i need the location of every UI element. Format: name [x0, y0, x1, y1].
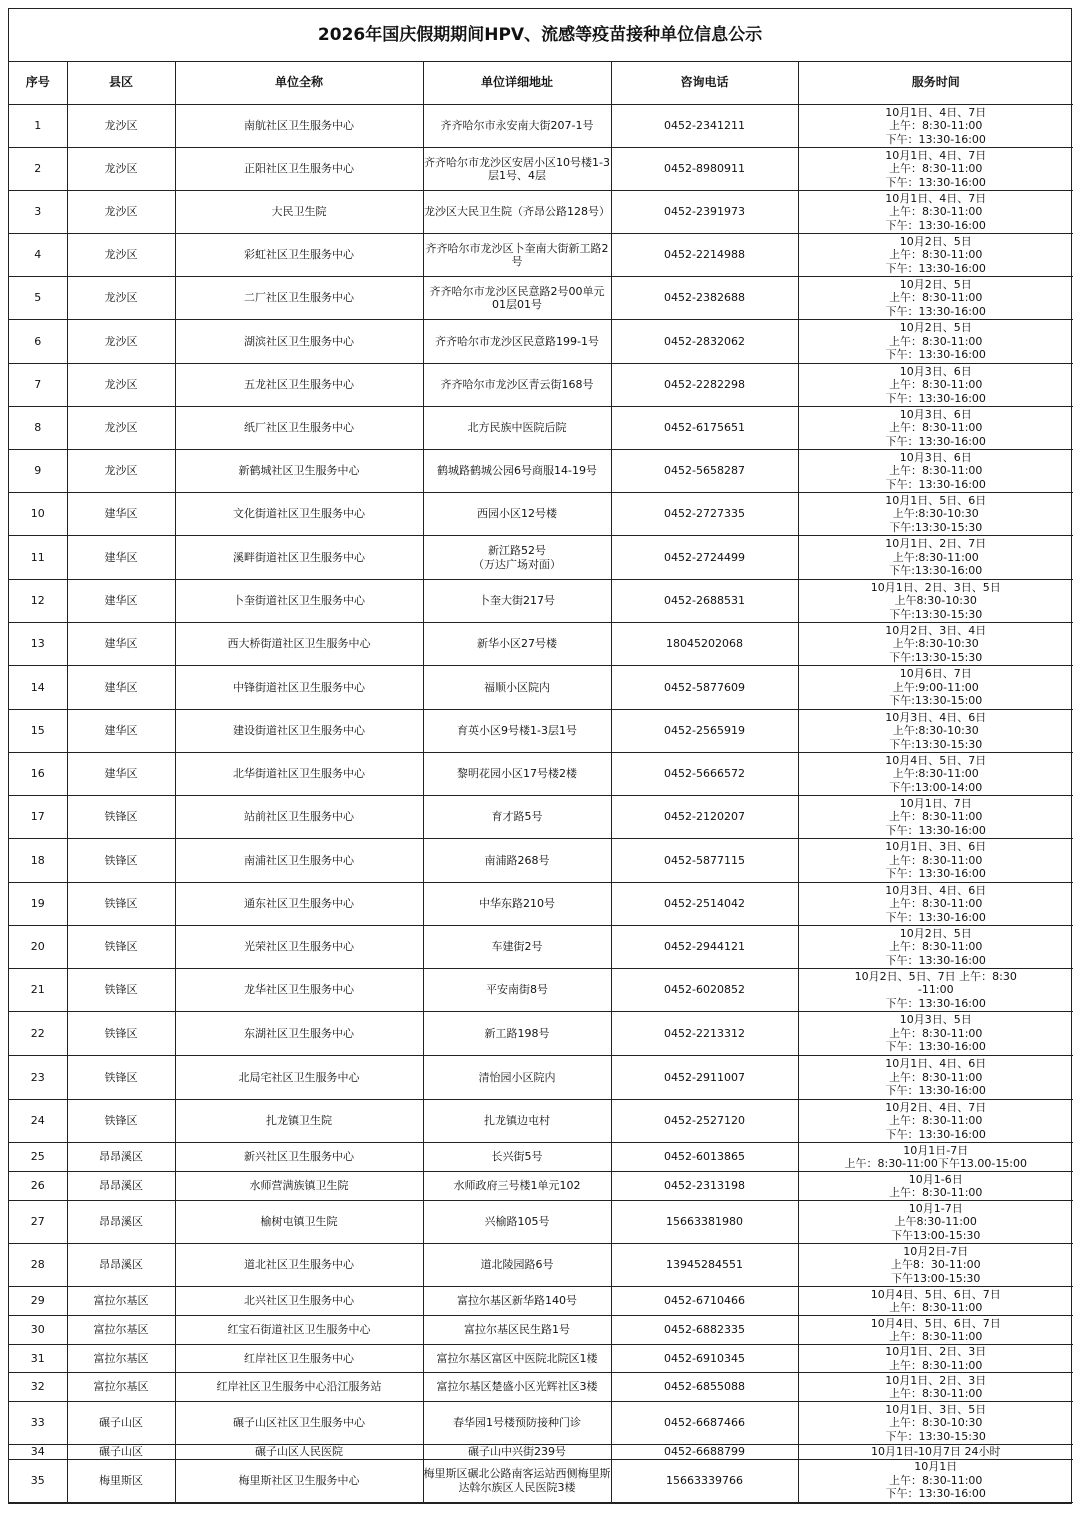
cell-service-hours: 10月4日、5日、6日、7日 上午：8:30-11:00	[798, 1287, 1073, 1316]
cell-address: 富拉尔基区楚盛小区光辉社区3楼	[423, 1373, 611, 1402]
table-row	[9, 883, 1073, 926]
cell-address: 齐齐哈尔市龙沙区青云街168号	[423, 364, 611, 407]
cell-service-hours: 10月2日、4日、7日 上午：8:30-11:00 下午：13:30-16:00	[798, 1100, 1073, 1143]
cell-service-hours: 10月1日、4日、6日 上午：8:30-11:00 下午：13:30-16:00	[798, 1056, 1073, 1100]
header-index: 序号	[9, 62, 67, 105]
table-row	[9, 493, 1073, 536]
cell-unit-name: 道北社区卫生服务中心	[175, 1244, 423, 1287]
cell-service-hours: 10月1日、4日、7日 上午：8:30-11:00 下午：13:30-16:00	[798, 191, 1073, 234]
cell-phone: 0452-2832062	[611, 320, 798, 364]
cell-service-hours: 10月1日、2日、7日 上午:8:30-11:00 下午:13:30-16:00	[798, 536, 1073, 580]
cell-phone: 0452-2565919	[611, 710, 798, 753]
cell-index: 35	[9, 1459, 67, 1502]
vaccination-sites-table	[9, 62, 1073, 1503]
cell-unit-name: 梅里斯社区卫生服务中心	[175, 1459, 423, 1502]
cell-index: 21	[9, 969, 67, 1012]
header-address: 单位详细地址	[423, 62, 611, 105]
cell-index: 10	[9, 493, 67, 536]
cell-index: 28	[9, 1244, 67, 1287]
cell-index: 11	[9, 536, 67, 580]
cell-address: 齐齐哈尔市龙沙区民意路199-1号	[423, 320, 611, 364]
cell-service-hours: 10月1日、2日、3日 上午：8:30-11:00	[798, 1345, 1073, 1373]
table-row	[9, 277, 1073, 320]
cell-index: 15	[9, 710, 67, 753]
cell-district: 建华区	[67, 536, 175, 580]
cell-phone: 0452-2214988	[611, 234, 798, 277]
cell-index: 1	[9, 105, 67, 148]
cell-phone: 0452-2724499	[611, 536, 798, 580]
cell-service-hours: 10月1日、2日、3日、5日 上午8:30-10:30 下午:13:30-15:30	[798, 580, 1073, 623]
header-phone: 咨询电话	[611, 62, 798, 105]
cell-district: 碾子山区	[67, 1445, 175, 1460]
cell-district: 龙沙区	[67, 191, 175, 234]
cell-address: 富拉尔基区富区中医院北院区1楼	[423, 1345, 611, 1373]
cell-phone: 0452-2527120	[611, 1100, 798, 1143]
cell-district: 铁锋区	[67, 883, 175, 926]
table-row	[9, 191, 1073, 234]
table-row	[9, 364, 1073, 407]
table-row	[9, 710, 1073, 753]
table-row	[9, 450, 1073, 493]
cell-address: 富拉尔基区新华路140号	[423, 1287, 611, 1316]
cell-phone: 0452-6687466	[611, 1402, 798, 1445]
cell-unit-name: 龙华社区卫生服务中心	[175, 969, 423, 1012]
table-body	[9, 105, 1073, 1503]
cell-district: 碾子山区	[67, 1402, 175, 1445]
cell-phone: 0452-2213312	[611, 1012, 798, 1056]
cell-district: 铁锋区	[67, 839, 175, 883]
table-row	[9, 1445, 1073, 1460]
cell-address: 春华园1号楼预防接种门诊	[423, 1402, 611, 1445]
cell-address: 水师政府三号楼1单元102	[423, 1172, 611, 1201]
cell-address: 齐齐哈尔市龙沙区民意路2号00单元01层01号	[423, 277, 611, 320]
cell-unit-name: 通东社区卫生服务中心	[175, 883, 423, 926]
header-district: 县区	[67, 62, 175, 105]
cell-phone: 0452-2514042	[611, 883, 798, 926]
table-row	[9, 1201, 1073, 1244]
cell-index: 4	[9, 234, 67, 277]
cell-phone: 0452-6013865	[611, 1143, 798, 1172]
cell-index: 13	[9, 623, 67, 666]
cell-index: 24	[9, 1100, 67, 1143]
cell-phone: 0452-5666572	[611, 753, 798, 796]
header-unit-name: 单位全称	[175, 62, 423, 105]
table-row	[9, 1012, 1073, 1056]
cell-district: 龙沙区	[67, 148, 175, 191]
cell-unit-name: 卜奎街道社区卫生服务中心	[175, 580, 423, 623]
cell-index: 29	[9, 1287, 67, 1316]
cell-district: 铁锋区	[67, 1012, 175, 1056]
cell-district: 富拉尔基区	[67, 1287, 175, 1316]
cell-address: 齐齐哈尔市龙沙区卜奎南大街新工路2号	[423, 234, 611, 277]
cell-district: 富拉尔基区	[67, 1316, 175, 1345]
cell-address: 福顺小区院内	[423, 666, 611, 710]
cell-unit-name: 纸厂社区卫生服务中心	[175, 407, 423, 450]
cell-unit-name: 文化街道社区卫生服务中心	[175, 493, 423, 536]
cell-address: 兴榆路105号	[423, 1201, 611, 1244]
cell-phone: 18045202068	[611, 623, 798, 666]
cell-district: 昂昂溪区	[67, 1244, 175, 1287]
cell-address: 平安南街8号	[423, 969, 611, 1012]
table-row	[9, 407, 1073, 450]
cell-unit-name: 碾子山区人民医院	[175, 1445, 423, 1460]
cell-phone: 0452-6855088	[611, 1373, 798, 1402]
cell-index: 26	[9, 1172, 67, 1201]
cell-unit-name: 西大桥街道社区卫生服务中心	[175, 623, 423, 666]
table-row	[9, 1287, 1073, 1316]
cell-unit-name: 彩虹社区卫生服务中心	[175, 234, 423, 277]
table-row	[9, 1316, 1073, 1345]
cell-phone: 0452-2341211	[611, 105, 798, 148]
table-row	[9, 105, 1073, 148]
cell-district: 昂昂溪区	[67, 1143, 175, 1172]
cell-index: 34	[9, 1445, 67, 1460]
cell-phone: 0452-2282298	[611, 364, 798, 407]
cell-address: 新工路198号	[423, 1012, 611, 1056]
cell-service-hours: 10月1日、2日、3日 上午：8:30-11:00	[798, 1373, 1073, 1402]
cell-unit-name: 扎龙镇卫生院	[175, 1100, 423, 1143]
table-row	[9, 623, 1073, 666]
cell-index: 22	[9, 1012, 67, 1056]
table-row	[9, 666, 1073, 710]
cell-district: 铁锋区	[67, 926, 175, 969]
cell-phone: 0452-6910345	[611, 1345, 798, 1373]
cell-unit-name: 新兴社区卫生服务中心	[175, 1143, 423, 1172]
cell-phone: 0452-6710466	[611, 1287, 798, 1316]
table-row	[9, 536, 1073, 580]
table-row	[9, 926, 1073, 969]
cell-index: 18	[9, 839, 67, 883]
cell-service-hours: 10月2日、5日 上午：8:30-11:00 下午：13:30-16:00	[798, 234, 1073, 277]
cell-district: 龙沙区	[67, 320, 175, 364]
cell-unit-name: 溪畔街道社区卫生服务中心	[175, 536, 423, 580]
cell-service-hours: 10月2日、3日、4日 上午:8:30-10:30 下午:13:30-15:30	[798, 623, 1073, 666]
cell-phone: 0452-6175651	[611, 407, 798, 450]
cell-address: 齐齐哈尔市永安南大街207-1号	[423, 105, 611, 148]
cell-phone: 0452-6688799	[611, 1445, 798, 1460]
cell-district: 昂昂溪区	[67, 1172, 175, 1201]
cell-unit-name: 红岸社区卫生服务中心沿江服务站	[175, 1373, 423, 1402]
cell-address: 长兴街5号	[423, 1143, 611, 1172]
cell-district: 富拉尔基区	[67, 1345, 175, 1373]
cell-phone: 15663339766	[611, 1459, 798, 1502]
cell-index: 25	[9, 1143, 67, 1172]
cell-phone: 13945284551	[611, 1244, 798, 1287]
cell-phone: 0452-2727335	[611, 493, 798, 536]
cell-district: 龙沙区	[67, 364, 175, 407]
table-row	[9, 1244, 1073, 1287]
cell-index: 9	[9, 450, 67, 493]
header-service-hours: 服务时间	[798, 62, 1073, 105]
cell-index: 20	[9, 926, 67, 969]
table-row	[9, 796, 1073, 839]
cell-phone: 0452-8980911	[611, 148, 798, 191]
cell-unit-name: 大民卫生院	[175, 191, 423, 234]
cell-index: 30	[9, 1316, 67, 1345]
cell-service-hours: 10月1-6日 上午：8:30-11:00	[798, 1172, 1073, 1201]
cell-index: 2	[9, 148, 67, 191]
cell-address: 清怡园小区院内	[423, 1056, 611, 1100]
cell-unit-name: 北华街道社区卫生服务中心	[175, 753, 423, 796]
cell-district: 龙沙区	[67, 234, 175, 277]
cell-service-hours: 10月1日、4日、7日 上午：8:30-11:00 下午：13:30-16:00	[798, 105, 1073, 148]
table-row	[9, 753, 1073, 796]
table-row	[9, 1056, 1073, 1100]
cell-phone: 0452-5658287	[611, 450, 798, 493]
cell-unit-name: 建设街道社区卫生服务中心	[175, 710, 423, 753]
cell-address: 中华东路210号	[423, 883, 611, 926]
cell-service-hours: 10月2日、5日 上午：8:30-11:00 下午：13:30-16:00	[798, 926, 1073, 969]
cell-district: 建华区	[67, 623, 175, 666]
table-row	[9, 1373, 1073, 1402]
cell-index: 31	[9, 1345, 67, 1373]
cell-phone: 0452-2688531	[611, 580, 798, 623]
cell-service-hours: 10月1日、7日 上午：8:30-11:00 下午：13:30-16:00	[798, 796, 1073, 839]
cell-service-hours: 10月3日、4日、6日 上午:8:30-10:30 下午:13:30-15:30	[798, 710, 1073, 753]
cell-district: 建华区	[67, 753, 175, 796]
cell-index: 19	[9, 883, 67, 926]
cell-service-hours: 10月1日、4日、7日 上午：8:30-11:00 下午：13:30-16:00	[798, 148, 1073, 191]
cell-unit-name: 水师营满族镇卫生院	[175, 1172, 423, 1201]
cell-district: 龙沙区	[67, 277, 175, 320]
cell-phone: 0452-2944121	[611, 926, 798, 969]
cell-service-hours: 10月4日、5日、7日 上午:8:30-11:00 下午:13:00-14:00	[798, 753, 1073, 796]
cell-unit-name: 东湖社区卫生服务中心	[175, 1012, 423, 1056]
cell-address: 黎明花园小区17号楼2楼	[423, 753, 611, 796]
cell-address: 齐齐哈尔市龙沙区安居小区10号楼1-3层1号、4层	[423, 148, 611, 191]
cell-unit-name: 北局宅社区卫生服务中心	[175, 1056, 423, 1100]
cell-unit-name: 光荣社区卫生服务中心	[175, 926, 423, 969]
cell-address: 育才路5号	[423, 796, 611, 839]
cell-district: 龙沙区	[67, 450, 175, 493]
cell-district: 铁锋区	[67, 1056, 175, 1100]
cell-service-hours: 10月3日、4日、6日 上午：8:30-11:00 下午：13:30-16:00	[798, 883, 1073, 926]
cell-unit-name: 五龙社区卫生服务中心	[175, 364, 423, 407]
cell-unit-name: 榆树屯镇卫生院	[175, 1201, 423, 1244]
cell-district: 富拉尔基区	[67, 1373, 175, 1402]
cell-district: 建华区	[67, 493, 175, 536]
cell-phone: 0452-2120207	[611, 796, 798, 839]
cell-index: 32	[9, 1373, 67, 1402]
cell-index: 3	[9, 191, 67, 234]
cell-district: 铁锋区	[67, 1100, 175, 1143]
table-row	[9, 1402, 1073, 1445]
cell-index: 16	[9, 753, 67, 796]
cell-unit-name: 新鹤城社区卫生服务中心	[175, 450, 423, 493]
cell-service-hours: 10月1日-10月7日 24小时	[798, 1445, 1073, 1460]
cell-address: 鹤城路鹤城公园6号商服14-19号	[423, 450, 611, 493]
table-row	[9, 148, 1073, 191]
cell-address: 道北陵园路6号	[423, 1244, 611, 1287]
cell-district: 昂昂溪区	[67, 1201, 175, 1244]
cell-district: 建华区	[67, 580, 175, 623]
cell-address: 车建街2号	[423, 926, 611, 969]
cell-district: 建华区	[67, 666, 175, 710]
table-row	[9, 580, 1073, 623]
table-row	[9, 1100, 1073, 1143]
cell-index: 23	[9, 1056, 67, 1100]
cell-address: 新江路52号 （万达广场对面）	[423, 536, 611, 580]
cell-unit-name: 正阳社区卫生服务中心	[175, 148, 423, 191]
cell-phone: 0452-2391973	[611, 191, 798, 234]
cell-phone: 0452-5877115	[611, 839, 798, 883]
cell-service-hours: 10月2日、5日、7日 上午：8:30 -11:00 下午：13:30-16:00	[798, 969, 1073, 1012]
cell-index: 6	[9, 320, 67, 364]
cell-unit-name: 碾子山区社区卫生服务中心	[175, 1402, 423, 1445]
cell-unit-name: 南航社区卫生服务中心	[175, 105, 423, 148]
cell-service-hours: 10月2日、5日 上午：8:30-11:00 下午：13:30-16:00	[798, 320, 1073, 364]
table-row	[9, 1345, 1073, 1373]
cell-phone: 0452-2313198	[611, 1172, 798, 1201]
cell-service-hours: 10月1日、3日、6日 上午：8:30-11:00 下午：13:30-16:00	[798, 839, 1073, 883]
cell-service-hours: 10月6日、7日 上午:9:00-11:00 下午:13:30-15:00	[798, 666, 1073, 710]
page-title: 2026年国庆假期期间HPV、流感等疫苗接种单位信息公示	[9, 9, 1071, 62]
cell-address: 卜奎大街217号	[423, 580, 611, 623]
notice-sheet	[8, 8, 1072, 1504]
cell-service-hours: 10月1日、5日、6日 上午:8:30-10:30 下午:13:30-15:30	[798, 493, 1073, 536]
cell-address: 富拉尔基区民生路1号	[423, 1316, 611, 1345]
cell-address: 南浦路268号	[423, 839, 611, 883]
cell-address: 龙沙区大民卫生院（齐昂公路128号）	[423, 191, 611, 234]
cell-phone: 0452-6020852	[611, 969, 798, 1012]
table-row	[9, 1459, 1073, 1502]
cell-index: 7	[9, 364, 67, 407]
cell-district: 梅里斯区	[67, 1459, 175, 1502]
cell-address: 扎龙镇边屯村	[423, 1100, 611, 1143]
cell-unit-name: 站前社区卫生服务中心	[175, 796, 423, 839]
cell-service-hours: 10月2日-7日 上午8：30-11:00 下午13:00-15:30	[798, 1244, 1073, 1287]
cell-phone: 0452-6882335	[611, 1316, 798, 1345]
cell-service-hours: 10月3日、5日 上午：8:30-11:00 下午：13:30-16:00	[798, 1012, 1073, 1056]
cell-service-hours: 10月2日、5日 上午：8:30-11:00 下午：13:30-16:00	[798, 277, 1073, 320]
cell-district: 龙沙区	[67, 105, 175, 148]
table-row	[9, 234, 1073, 277]
cell-district: 铁锋区	[67, 796, 175, 839]
cell-address: 北方民族中医院后院	[423, 407, 611, 450]
cell-unit-name: 湖滨社区卫生服务中心	[175, 320, 423, 364]
cell-index: 5	[9, 277, 67, 320]
cell-unit-name: 红宝石街道社区卫生服务中心	[175, 1316, 423, 1345]
table-row	[9, 1143, 1073, 1172]
table-header-row	[9, 62, 1073, 105]
cell-service-hours: 10月4日、5日、6日、7日 上午：8:30-11:00	[798, 1316, 1073, 1345]
cell-index: 33	[9, 1402, 67, 1445]
cell-phone: 0452-2382688	[611, 277, 798, 320]
cell-unit-name: 北兴社区卫生服务中心	[175, 1287, 423, 1316]
cell-address: 碾子山中兴街239号	[423, 1445, 611, 1460]
cell-unit-name: 二厂社区卫生服务中心	[175, 277, 423, 320]
cell-address: 梅里斯区碾北公路南客运站西侧梅里斯达斡尔族区人民医院3楼	[423, 1459, 611, 1502]
cell-district: 龙沙区	[67, 407, 175, 450]
cell-service-hours: 10月1日、3日、5日 上午：8:30-10:30 下午：13:30-15:30	[798, 1402, 1073, 1445]
cell-unit-name: 中锋街道社区卫生服务中心	[175, 666, 423, 710]
table-row	[9, 1172, 1073, 1201]
table-row	[9, 839, 1073, 883]
cell-index: 17	[9, 796, 67, 839]
cell-address: 西园小区12号楼	[423, 493, 611, 536]
cell-index: 12	[9, 580, 67, 623]
cell-service-hours: 10月1日-7日 上午：8:30-11:00下午13.00-15:00	[798, 1143, 1073, 1172]
cell-address: 育英小区9号楼1-3层1号	[423, 710, 611, 753]
cell-service-hours: 10月3日、6日 上午：8:30-11:00 下午：13:30-16:00	[798, 450, 1073, 493]
cell-district: 建华区	[67, 710, 175, 753]
cell-unit-name: 南浦社区卫生服务中心	[175, 839, 423, 883]
cell-service-hours: 10月3日、6日 上午：8:30-11:00 下午：13:30-16:00	[798, 407, 1073, 450]
cell-phone: 15663381980	[611, 1201, 798, 1244]
cell-district: 铁锋区	[67, 969, 175, 1012]
cell-index: 8	[9, 407, 67, 450]
cell-phone: 0452-2911007	[611, 1056, 798, 1100]
cell-unit-name: 红岸社区卫生服务中心	[175, 1345, 423, 1373]
cell-index: 27	[9, 1201, 67, 1244]
cell-service-hours: 10月3日、6日 上午：8:30-11:00 下午：13:30-16:00	[798, 364, 1073, 407]
cell-index: 14	[9, 666, 67, 710]
table-row	[9, 969, 1073, 1012]
cell-phone: 0452-5877609	[611, 666, 798, 710]
table-row	[9, 320, 1073, 364]
cell-service-hours: 10月1-7日 上午8:30-11:00 下午13:00-15:30	[798, 1201, 1073, 1244]
cell-service-hours: 10月1日 上午：8:30-11:00 下午：13:30-16:00	[798, 1459, 1073, 1502]
cell-address: 新华小区27号楼	[423, 623, 611, 666]
